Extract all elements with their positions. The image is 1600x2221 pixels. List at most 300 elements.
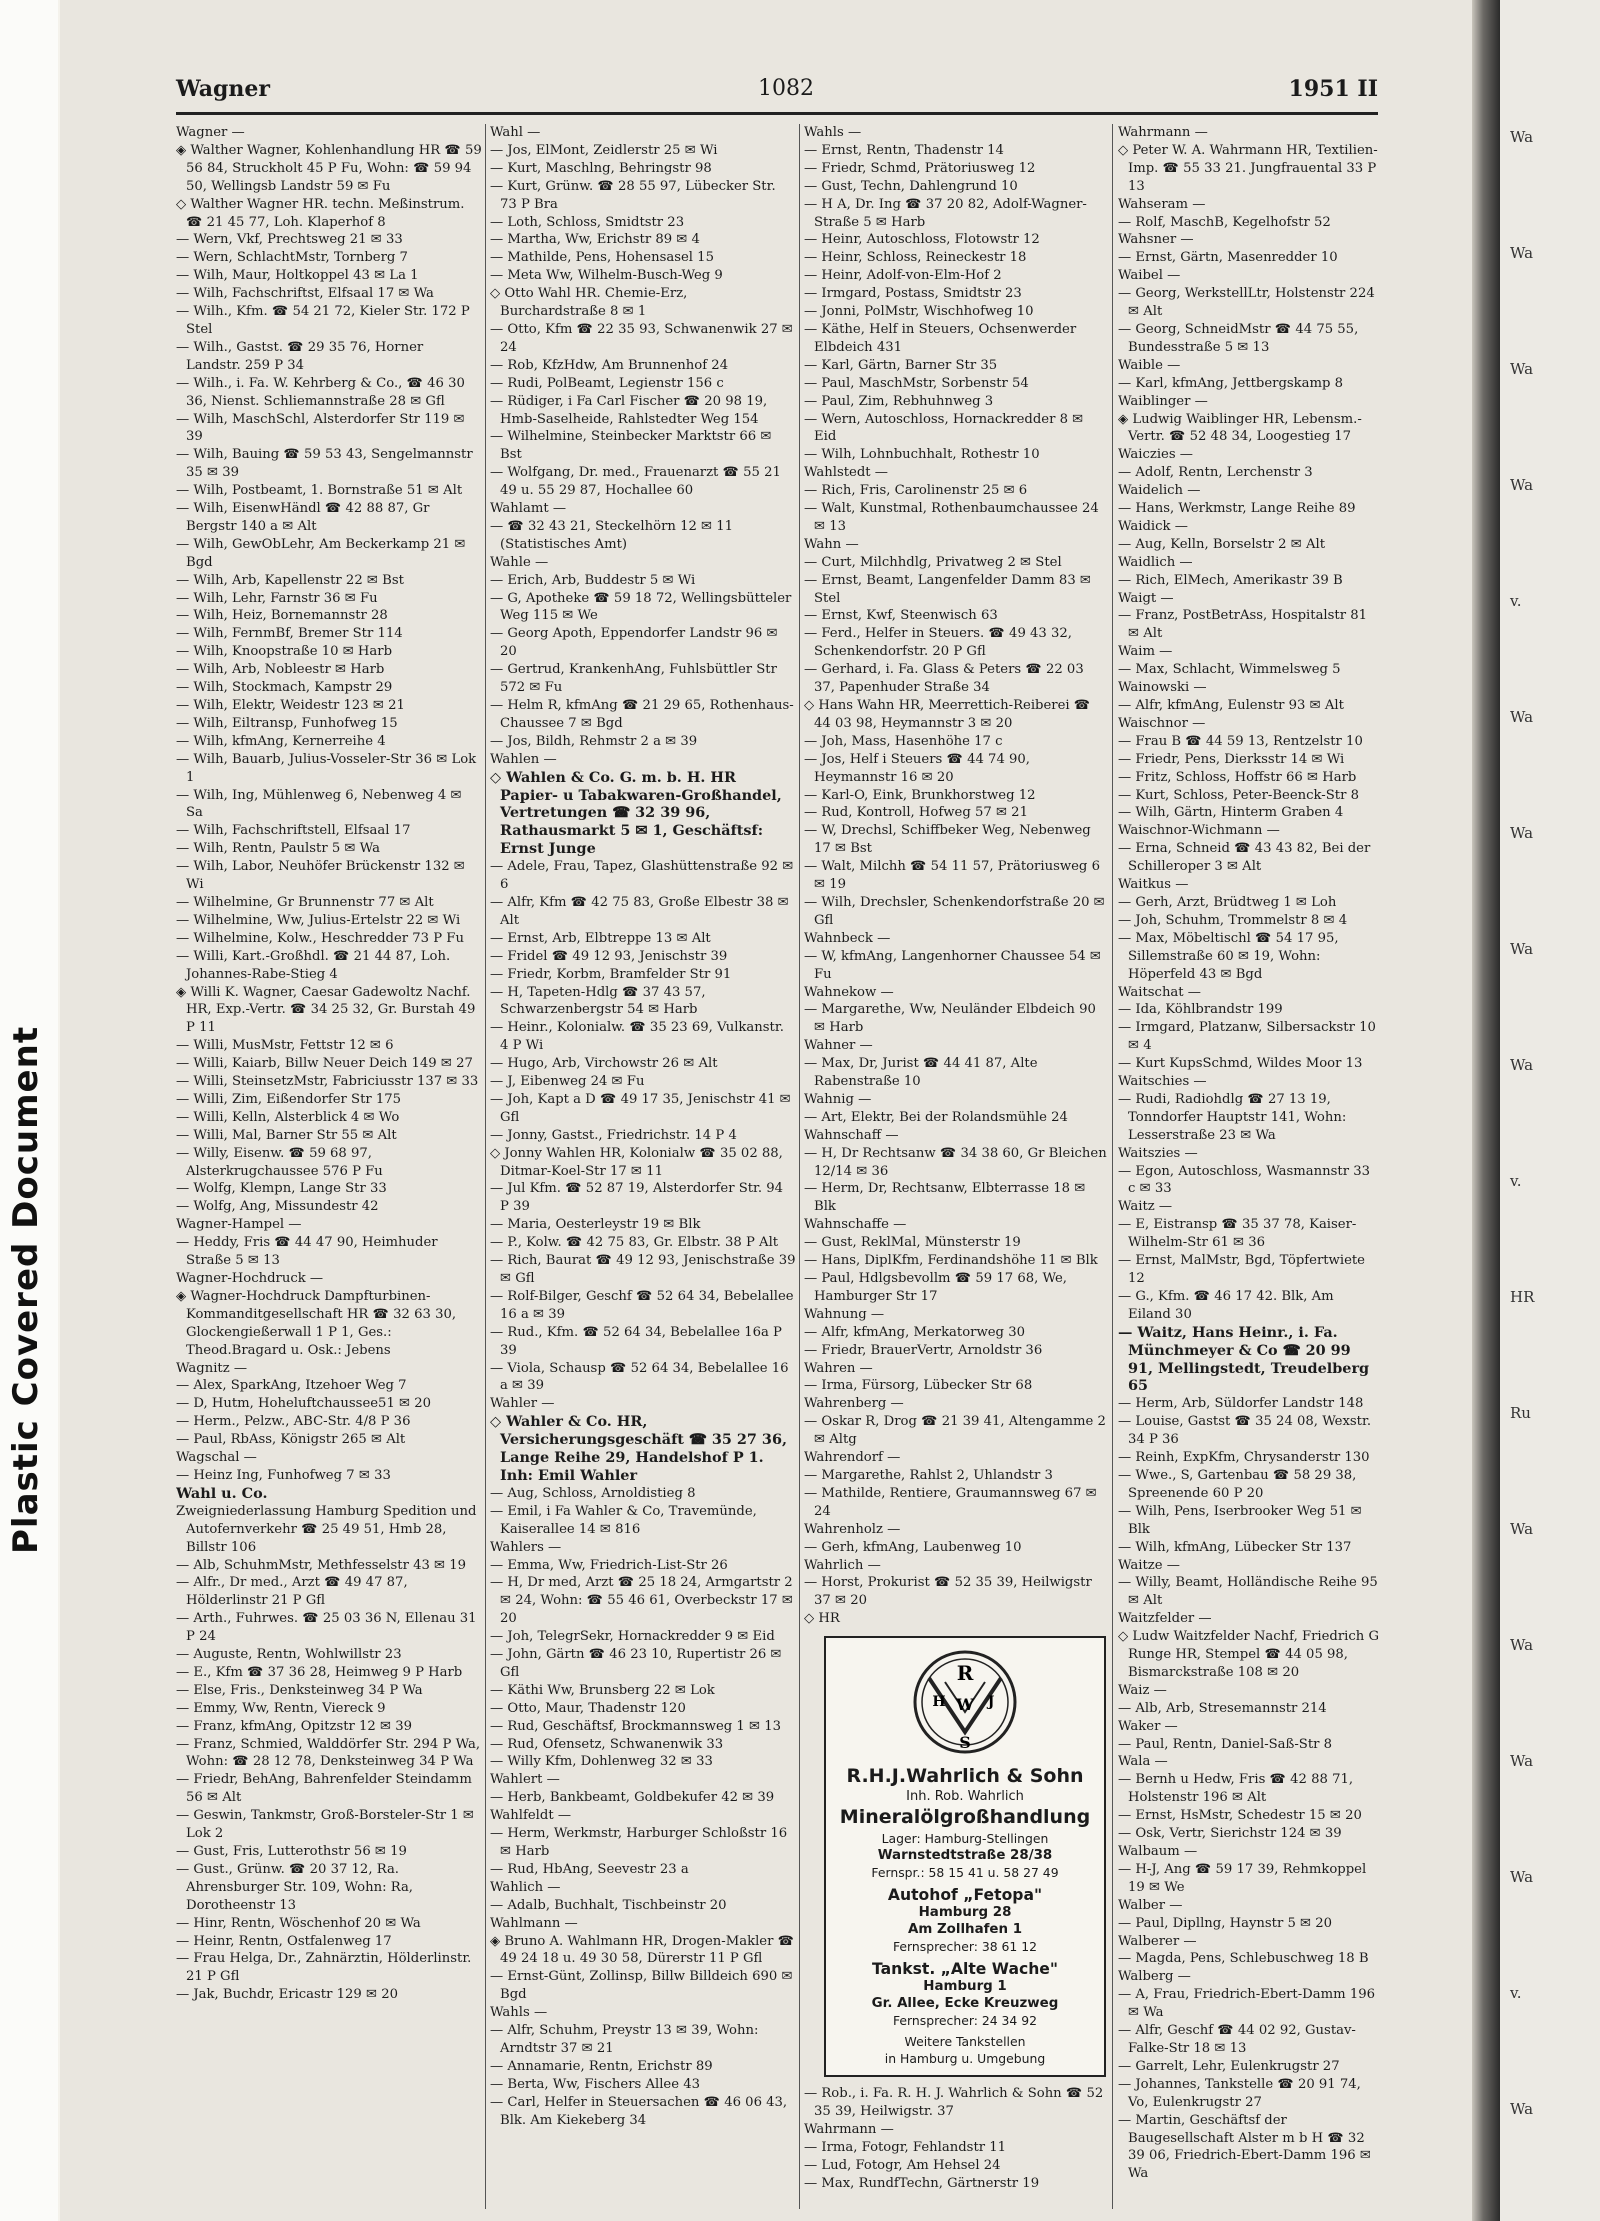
- surname-heading: Wahnbeck —: [804, 930, 891, 946]
- directory-entry: — Hans, Werkmstr, Lange Reihe 89: [1118, 501, 1356, 517]
- directory-entry: — Curt, Milchhdlg, Privatweg 2 ✉ Stel: [804, 554, 1062, 570]
- directory-entry: — Wilh, GewObLehr, Am Beckerkamp 21 ✉ Bgd: [176, 536, 466, 570]
- directory-entry: — Wolfg, Klempn, Lange Str 33: [176, 1181, 387, 1197]
- directory-entry: — Wilhelmine, Gr Brunnenstr 77 ✉ Alt: [176, 894, 434, 910]
- directory-entry: — Friedr, BrauerVertr, Arnoldstr 36: [804, 1342, 1043, 1358]
- wahrlich-logo: [911, 1648, 1019, 1756]
- directory-entry: — P., Kolw. ☎ 42 75 83, Gr. Elbstr. 38 P Alt: [490, 1235, 779, 1251]
- ad-tankstelle-city: Hamburg 1: [923, 1979, 1007, 1995]
- surname-heading: Wahrenholz —: [804, 1521, 901, 1537]
- directory-entry: — Ferd., Helfer in Steuers. ☎ 49 43 32, Schenkendorfstr. 20 P Gfl: [804, 626, 1072, 660]
- ad-street: Warnstedtstraße 28/38: [877, 1848, 1053, 1864]
- directory-entry: — Max, Dr, Jurist ☎ 44 41 87, Alte Rabenstraße 10: [804, 1056, 1038, 1090]
- directory-entry: — Wilh, Bauing ☎ 59 53 43, Sengelmannstr 35 ✉ 39: [176, 447, 473, 481]
- surname-heading: Waitszies —: [1118, 1145, 1198, 1161]
- next-page-fragment: Wa: [1510, 244, 1534, 262]
- ad-more-stations: Weitere Tankstellen: [904, 2034, 1026, 2050]
- surname-heading: Waiblinger —: [1118, 393, 1208, 409]
- directory-entry: — Jonny, Gastst., Friedrichstr. 14 P 4: [490, 1127, 737, 1143]
- surname-heading: Waidelich —: [1118, 483, 1201, 499]
- surname-heading: Wala —: [1118, 1754, 1168, 1770]
- directory-entry: — Reinh, ExpKfm, Chrysanderstr 130: [1118, 1450, 1370, 1466]
- directory-entry: — Karl, kfmAng, Jettbergskamp 8: [1118, 375, 1344, 391]
- directory-entry: — Wilh, Eiltransp, Funhofweg 15: [176, 715, 398, 731]
- directory-entry: — Jul Kfm. ☎ 52 87 19, Alsterdorfer Str. 94 P 39: [490, 1181, 784, 1215]
- surname-heading: Wahrlich —: [804, 1557, 881, 1573]
- directory-entry: — Joh, TelegrSekr, Hornackredder 9 ✉ Eid: [490, 1629, 775, 1645]
- directory-entry: — Max, Schlacht, Wimmelsweg 5: [1118, 662, 1341, 678]
- directory-entry: ◈ Bruno A. Wahlmann HR, Drogen-Makler ☎ 49 24 18 u. 49 30 58, Dürerstr 11 P Gfl: [490, 1933, 795, 1967]
- directory-entry: — Rich, Fris, Carolinenstr 25 ✉ 6: [804, 483, 1028, 499]
- directory-entry: ◈ Wagner-Hochdruck Dampfturbinen-Kommanditgesellschaft HR ☎ 32 63 30, Glockengießerwall 1 P 1, Ges.: Theod.Bragard u. Osk.: Jebens: [176, 1288, 457, 1358]
- surname-heading: Waitze —: [1118, 1557, 1180, 1573]
- directory-entry: — Jos, Bildh, Rehmstr 2 a ✉ 39: [490, 733, 698, 749]
- header-surname: Wagner: [176, 76, 271, 102]
- directory-entry: — Jak, Buchdr, Ericastr 129 ✉ 20: [176, 1987, 398, 2003]
- directory-entry: — Gertrud, KrankenhAng, Fuhlsbüttler Str 572 ✉ Fu: [490, 662, 777, 696]
- surname-heading: Wahlers —: [490, 1539, 562, 1555]
- surname-heading: Waidick —: [1118, 518, 1188, 534]
- next-page-fragment: v.: [1510, 592, 1522, 610]
- directory-entry: — Wilh, FernmBf, Bremer Str 114: [176, 626, 403, 642]
- directory-entry: — Heinr, Schloss, Reineckestr 18: [804, 250, 1027, 266]
- directory-entry: ◈ Willi K. Wagner, Caesar Gadewoltz Nachf. HR, Exp.-Vertr. ☎ 34 25 32, Gr. Burstah 49 P 11: [176, 984, 476, 1036]
- directory-entry: — Gerh, kfmAng, Laubenweg 10: [804, 1539, 1022, 1555]
- ad-trade: Mineralölgroßhandlung: [839, 1806, 1091, 1829]
- directory-entry: — Magda, Pens, Schlebuschweg 18 B: [1118, 1951, 1369, 1967]
- directory-entry: — Ida, Köhlbrandstr 199: [1118, 1002, 1283, 1018]
- surname-heading: Waiz —: [1118, 1682, 1167, 1698]
- directory-entry: — Wilhelmine, Kolw., Heschredder 73 P Fu: [176, 930, 464, 946]
- surname-heading: Waischnor —: [1118, 715, 1206, 731]
- column-divider: [799, 124, 800, 2209]
- directory-entry: — Willi, MusMstr, Fettstr 12 ✉ 6: [176, 1038, 394, 1054]
- directory-entry: — Heinz Ing, Funhofweg 7 ✉ 33: [176, 1467, 391, 1483]
- ad-firm-name: R.H.J.Wahrlich & Sohn: [846, 1765, 1084, 1788]
- directory-entry: — G, Apotheke ☎ 59 18 72, Wellingsbütteler Weg 115 ✉ We: [490, 590, 792, 624]
- directory-entry: — Wilh, Gärtn, Hinterm Graben 4: [1118, 805, 1344, 821]
- directory-entry: — Emil, i Fa Wahler & Co, Travemünde, Kaiserallee 14 ✉ 816: [490, 1503, 757, 1537]
- directory-entry: — Alfr, kfmAng, Merkatorweg 30: [804, 1324, 1025, 1340]
- directory-entry: — H, Dr Rechtsanw ☎ 34 38 60, Gr Bleichen 12/14 ✉ 36: [804, 1145, 1107, 1179]
- next-page-fragment: Ru: [1510, 1404, 1531, 1422]
- directory-entry: — Willi, Zim, Eißendorfer Str 175: [176, 1091, 402, 1107]
- next-page-fragment: Wa: [1510, 1636, 1534, 1654]
- next-page-fragment: Wa: [1510, 940, 1534, 958]
- directory-entry: — Emmy, Ww, Rentn, Viereck 9: [176, 1700, 386, 1716]
- surname-heading: Walberg —: [1118, 1969, 1191, 1985]
- next-page-fragment: Wa: [1510, 128, 1534, 146]
- next-page-fragment: Wa: [1510, 824, 1534, 842]
- surname-heading: Wagner-Hochdruck —: [176, 1271, 324, 1286]
- directory-entry: — Rob, KfzHdw, Am Brunnenhof 24: [490, 357, 729, 373]
- surname-heading: Walber —: [1118, 1897, 1183, 1913]
- directory-entry: — Otto, Kfm ☎ 22 35 93, Schwanenwik 27 ✉ 24: [490, 321, 793, 355]
- directory-entry: — Karl, Gärtn, Barner Str 35: [804, 357, 998, 373]
- directory-entry: — Alex, SparkAng, Itzehoer Weg 7: [176, 1378, 407, 1394]
- surname-heading: Waidlich —: [1118, 554, 1193, 570]
- directory-entry: — Louise, Gastst ☎ 35 24 08, Wexstr. 34 P 36: [1118, 1414, 1372, 1448]
- directory-entry: — Herm, Werkmstr, Harburger Schloßstr 16 ✉ Harb: [490, 1826, 788, 1859]
- directory-entry: — Willi, SteinsetzMstr, Fabriciusstr 137 ✉ 33: [176, 1074, 479, 1090]
- directory-entry: — Garrelt, Lehr, Eulenkrugstr 27: [1118, 2058, 1340, 2074]
- directory-entry: — Alfr, Schuhm, Preystr 13 ✉ 39, Wohn: Arndtstr 37 ✉ 21: [490, 2023, 759, 2056]
- directory-entry: — D, Hutm, Hoheluftchaussee51 ✉ 20: [176, 1396, 432, 1412]
- directory-entry: — Aug, Schloss, Arnoldistieg 8: [490, 1485, 696, 1501]
- ad-autohof-city: Hamburg 28: [918, 1905, 1012, 1921]
- directory-entry: — Friedr, Schmd, Prätoriusweg 12: [804, 160, 1036, 176]
- surname-heading: Wahlich —: [490, 1879, 561, 1895]
- directory-entry: — Arth., Fuhrwes. ☎ 25 03 36 N, Ellenau 31 P 24: [176, 1611, 477, 1645]
- header-rule: [176, 112, 1378, 115]
- directory-entry: — Käthe, Helf in Steuers, Ochsenwerder Elbdeich 431: [804, 321, 1077, 355]
- directory-entry: ◇ HR: [804, 1611, 840, 1627]
- directory-entry: — Friedr, Pens, Dierksstr 14 ✉ Wi: [1118, 751, 1345, 767]
- directory-entry: — Willi, Kelln, Alsterblick 4 ✉ Wo: [176, 1109, 400, 1125]
- surname-heading: Wagner-Hampel —: [176, 1217, 302, 1233]
- surname-heading: Wahls —: [490, 2005, 548, 2021]
- surname-heading: Wahle —: [490, 554, 549, 570]
- directory-entry: — Wilh, Rentn, Paulstr 5 ✉ Wa: [176, 841, 380, 857]
- surname-heading: Wahnschaffe —: [804, 1217, 907, 1233]
- directory-entry: — Ernst, Arb, Elbtreppe 13 ✉ Alt: [490, 930, 711, 946]
- directory-entry: — Annamarie, Rentn, Erichstr 89: [490, 2058, 713, 2074]
- directory-entry: — Rud., Kfm. ☎ 52 64 34, Bebelallee 16a P 39: [490, 1324, 782, 1358]
- monogram-letter: S: [959, 1733, 971, 1753]
- directory-entry: — Ernst, MalMstr, Bgd, Töpfertwiete 12: [1118, 1253, 1365, 1286]
- directory-entry: — Irma, Fotogr, Fehlandstr 11: [804, 2139, 1007, 2155]
- directory-entry: — Heinr, Adolf-von-Elm-Hof 2: [804, 268, 1002, 284]
- monogram-letter: R: [956, 1661, 974, 1686]
- directory-entry: — Kurt, Grünw. ☎ 28 55 97, Lübecker Str. 73 P Bra: [490, 178, 776, 212]
- surname-heading: Wahrenberg —: [804, 1396, 904, 1412]
- directory-entry: — Rudi, PolBeamt, Legienstr 156 c: [490, 375, 724, 391]
- directory-entry: — Franz, kfmAng, Opitzstr 12 ✉ 39: [176, 1718, 413, 1734]
- directory-entry: — E, Eistransp ☎ 35 37 78, Kaiser-Wilhelm-Str 61 ✉ 36: [1118, 1217, 1357, 1251]
- directory-entry: — Georg Apoth, Eppendorfer Landstr 96 ✉ 20: [490, 626, 778, 660]
- next-page-fragment: Wa: [1510, 1868, 1534, 1886]
- surname-heading: Walbaum —: [1118, 1844, 1198, 1859]
- directory-entry: — Rudi, Radiohdlg ☎ 27 13 19, Tonndorfer Hauptstr 141, Wohn: Lesserstraße 23 ✉ Wa: [1118, 1091, 1347, 1143]
- ad-owner: Inh. Rob. Wahrlich: [906, 1789, 1024, 1805]
- directory-entry: — Rüdiger, i Fa Carl Fischer ☎ 20 98 19, Hmb-Saselheide, Rahlstedter Weg 154: [490, 393, 768, 427]
- directory-entry: ◈ Ludwig Waiblinger HR, Lebensm.-Vertr. ☎ 52 48 34, Loogestieg 17: [1118, 411, 1362, 445]
- directory-entry: — Adalb, Buchhalt, Tischbeinstr 20: [490, 1897, 727, 1913]
- directory-entry: — Heinr, Autoschloss, Flotowstr 12: [804, 232, 1040, 248]
- directory-entry: — Wilh, MaschSchl, Alsterdorfer Str 119 ✉ 39: [176, 411, 465, 445]
- directory-column-4: [1118, 124, 1380, 2209]
- next-page-fragment: Wa: [1510, 476, 1534, 494]
- directory-entry: — Irma, Fürsorg, Lübecker Str 68: [804, 1378, 1033, 1394]
- directory-entry: — Jos, ElMont, Zeidlerstr 25 ✉ Wi: [490, 142, 718, 158]
- column-divider: [485, 124, 486, 2209]
- ad-autohof-street: Am Zollhafen 1: [907, 1922, 1023, 1938]
- directory-entry: — Karl-O, Eink, Brunkhorstweg 12: [804, 787, 1036, 803]
- directory-entry: — Kurt, Maschlng, Behringstr 98: [490, 160, 712, 176]
- directory-entry: — H, Dr med, Arzt ☎ 25 18 24, Armgartstr 2 ✉ 24, Wohn: ☎ 55 46 61, Overbeckstr 17 ✉ 20: [490, 1575, 793, 1627]
- directory-entry: — Heinr., Kolonialw. ☎ 35 23 69, Vulkanstr. 4 P Wi: [490, 1020, 784, 1054]
- directory-entry: — Wilh, Knoopstraße 10 ✉ Harb: [176, 644, 393, 660]
- directory-entry: — Bernh u Hedw, Fris ☎ 42 88 71, Holstenstr 196 ✉ Alt: [1118, 1772, 1354, 1806]
- surname-heading: Wahrendorf —: [804, 1450, 901, 1466]
- directory-entry: — Jonni, PolMstr, Wischhofweg 10: [804, 304, 1034, 320]
- directory-entry: — Berta, Ww, Fischers Allee 43: [490, 2076, 701, 2092]
- directory-entry: — Adolf, Rentn, Lerchenstr 3: [1118, 465, 1313, 481]
- directory-entry: — Ernst, Rentn, Thadenstr 14: [804, 142, 1004, 158]
- header-edition: 1951 II: [1288, 76, 1378, 102]
- directory-entry: — Wern, Autoschloss, Hornackredder 8 ✉ Eid: [804, 411, 1084, 445]
- ad-tankstelle-phone: Fernsprecher: 24 34 92: [892, 2013, 1038, 2029]
- monogram-letter: J: [987, 1694, 995, 1711]
- surname-heading: Wahlfeldt —: [490, 1808, 572, 1824]
- directory-entry: — W, kfmAng, Langenhorner Chaussee 54 ✉ Fu: [804, 948, 1101, 982]
- surname-heading: Waitschat —: [1118, 984, 1201, 1000]
- monogram-letter: W: [956, 1695, 974, 1715]
- surname-heading: Wahnschaff —: [804, 1127, 899, 1143]
- directory-entry: — Jos, Helf i Steuers ☎ 44 74 90, Heymannstr 16 ✉ 20: [804, 751, 1030, 785]
- directory-entry: — Alfr, kfmAng, Eulenstr 93 ✉ Alt: [1118, 698, 1344, 713]
- directory-entry: — Ernst, Beamt, Langenfelder Damm 83 ✉ Stel: [804, 572, 1091, 606]
- directory-entry: — Wern, Vkf, Prechtsweg 21 ✉ 33: [176, 232, 403, 248]
- directory-entry: — Wilh, Fachschriftst, Elfsaal 17 ✉ Wa: [176, 286, 434, 302]
- directory-entry: — Otto, Maur, Thadenstr 120: [490, 1700, 686, 1716]
- directory-entry: — Friedr, Korbm, Bramfelder Str 91: [490, 966, 732, 982]
- directory-entry: — Waitz, Hans Heinr., i. Fa. Münchmeyer & Co ☎ 20 99 91, Mellingstedt, Treudelberg 65: [1118, 1323, 1370, 1395]
- plastic-cover-label: Plastic Covered Document: [6, 1025, 46, 1555]
- ad-more-stations-area: in Hamburg u. Umgebung: [884, 2051, 1046, 2067]
- surname-heading: Wahn —: [804, 536, 859, 552]
- directory-entry: — Wilh, Maur, Holtkoppel 43 ✉ La 1: [176, 268, 419, 284]
- ad-autohof: Autohof „Fetopa": [887, 1886, 1043, 1905]
- directory-entry: — Wilh, kfmAng, Lübecker Str 137: [1118, 1539, 1352, 1555]
- directory-entry: — Willi, Kart.-Großhdl. ☎ 21 44 87, Loh. Johannes-Rabe-Stieg 4: [176, 948, 451, 982]
- surname-heading: Wahls —: [804, 125, 862, 140]
- directory-entry: — Wilh, Bauarb, Julius-Vosseler-Str 36 ✉ Lok 1: [176, 751, 477, 785]
- directory-entry: — Ernst-Günt, Zollinsp, Billw Billdeich 690 ✉ Bgd: [490, 1969, 793, 2003]
- directory-entry: — G., Kfm. ☎ 46 17 42. Blk, Am Eiland 30: [1118, 1288, 1334, 1322]
- next-page-fragment: Wa: [1510, 708, 1534, 726]
- directory-entry: — Kurt KupsSchmd, Wildes Moor 13: [1118, 1056, 1363, 1072]
- directory-entry: — Hugo, Arb, Virchowstr 26 ✉ Alt: [490, 1056, 718, 1072]
- directory-entry: — Herb, Bankbeamt, Goldbekufer 42 ✉ 39: [490, 1790, 775, 1806]
- directory-entry: — Irmgard, Postass, Smidtstr 23: [804, 286, 1022, 302]
- directory-entry: — Viola, Schausp ☎ 52 64 34, Bebelallee 16 a ✉ 39: [490, 1360, 789, 1394]
- directory-entry: — Heinr, Rentn, Ostfalenweg 17: [176, 1933, 392, 1949]
- directory-entry: — John, Gärtn ☎ 46 23 10, Rupertistr 26 ✉ Gfl: [490, 1647, 782, 1680]
- directory-entry: — Margarethe, Ww, Neuländer Elbdeich 90 ✉ Harb: [804, 1002, 1096, 1036]
- directory-entry: — Alfr, Geschf ☎ 44 02 92, Gustav-Falke-Str 18 ✉ 13: [1118, 2023, 1356, 2056]
- directory-entry: — Wern, SchlachtMstr, Tornberg 7: [176, 250, 408, 266]
- directory-entry: — Franz, Schmied, Walddörfer Str. 294 P Wa, Wohn: ☎ 28 12 78, Denksteinweg 34 P Wa: [176, 1736, 481, 1770]
- surname-heading: Waible —: [1118, 357, 1181, 373]
- directory-entry: — Franz, PostBetrAss, Hospitalstr 81 ✉ Alt: [1118, 608, 1367, 642]
- next-page-fragment: Wa: [1510, 2100, 1534, 2118]
- directory-entry: — Heddy, Fris ☎ 44 47 90, Heimhuder Straße 5 ✉ 13: [176, 1235, 438, 1269]
- directory-entry: — Friedr, BehAng, Bahrenfelder Steindamm 56 ✉ Alt: [176, 1772, 472, 1806]
- directory-entry: — Ernst, HsMstr, Schedestr 15 ✉ 20: [1118, 1808, 1362, 1824]
- directory-entry: — Maria, Oesterleystr 19 ✉ Blk: [490, 1217, 701, 1233]
- directory-entry: ◇ Jonny Wahlen HR, Kolonialw ☎ 35 02 88, Ditmar-Koel-Str 17 ✉ 11: [490, 1145, 783, 1179]
- surname-heading: Wahner —: [804, 1038, 873, 1054]
- directory-entry: — Rud, Geschäftsf, Brockmannsweg 1 ✉ 13: [490, 1718, 781, 1734]
- surname-heading: Wahler —: [490, 1396, 555, 1412]
- surname-heading: Wahseram —: [1118, 196, 1206, 212]
- monogram-letter: H: [932, 1694, 946, 1711]
- directory-entry: — Adele, Frau, Tapez, Glashüttenstraße 92 ✉ 6: [490, 859, 794, 893]
- directory-entry: — Willy Kfm, Dohlenweg 32 ✉ 33: [490, 1754, 713, 1770]
- directory-entry: — Gust, ReklMal, Münsterstr 19: [804, 1235, 1021, 1251]
- directory-entry: — Alb, Arb, Stresemannstr 214: [1118, 1700, 1327, 1716]
- surname-heading: Waigt —: [1118, 590, 1174, 606]
- directory-entry: — Oskar R, Drog ☎ 21 39 41, Altengamme 2 ✉ Altg: [804, 1414, 1106, 1448]
- directory-column-3: [804, 124, 1108, 2209]
- directory-entry: — Ernst, Gärtn, Masenredder 10: [1118, 250, 1338, 266]
- directory-entry: — Max, RundfTechn, Gärtnerstr 19: [804, 2175, 1040, 2191]
- directory-entry: — Rud, Ofensetz, Schwanenwik 33: [490, 1736, 724, 1752]
- directory-entry: — Paul, MaschMstr, Sorbenstr 54: [804, 375, 1029, 391]
- directory-entry: — Georg, WerkstellLtr, Holstenstr 224 ✉ Alt: [1118, 286, 1375, 320]
- surname-heading: Waitzfelder —: [1118, 1611, 1212, 1627]
- ad-phone: Fernspr.: 58 15 41 u. 58 27 49: [871, 1865, 1059, 1881]
- directory-entry: — Erna, Schneid ☎ 43 43 82, Bei der Schilleroper 3 ✉ Alt: [1118, 841, 1371, 875]
- ad-autohof-phone: Fernsprecher: 38 61 12: [892, 1939, 1038, 1955]
- directory-entry: — Lud, Fotogr, Am Hehsel 24: [804, 2157, 1001, 2173]
- surname-heading: Wagschal —: [176, 1450, 257, 1466]
- directory-entry: — Wilh, Lohnbuchhalt, Rothestr 10: [804, 447, 1040, 463]
- directory-entry: — Max, Möbeltischl ☎ 54 17 95, Sillemstraße 60 ✉ 19, Wohn: Höperfeld 43 ✉ Bgd: [1118, 930, 1339, 982]
- surname-heading: Wahrmann —: [804, 2121, 894, 2137]
- ad-lager: Lager: Hamburg-Stellingen: [881, 1831, 1049, 1847]
- directory-entry: ◇ Walther Wagner HR. techn. Meßinstrum. ☎ 21 45 77, Loh. Klaperhof 8: [176, 196, 465, 230]
- directory-entry: — H A, Dr. Ing ☎ 37 20 82, Adolf-Wagner-Straße 5 ✉ Harb: [804, 196, 1087, 230]
- directory-entry: — Gerh, Arzt, Brüdtweg 1 ✉ Loh: [1118, 894, 1337, 910]
- directory-entry: — Aug, Kelln, Borselstr 2 ✉ Alt: [1118, 536, 1325, 552]
- surname-heading: Wahlamt —: [490, 501, 567, 517]
- directory-entry: ◈ Walther Wagner, Kohlenhandlung HR ☎ 59 56 84, Struckholt 45 P Fu, Wohn: ☎ 59 94 50, Wellingsb Landstr 59 ✉ Fu: [176, 142, 482, 194]
- directory-entry: ◇ Wahlen & Co. G. m. b. H. HR Papier- u Tabakwaren-Großhandel, Vertretungen ☎ 32 39 96, Rathausmarkt 5 ✉ 1, Geschäftsf: Ernst Junge: [490, 768, 782, 858]
- directory-entry: — Gerhard, i. Fa. Glass & Peters ☎ 22 03 37, Papenhuder Straße 34: [804, 662, 1084, 696]
- directory-entry: — Hinr, Rentn, Wöschenhof 20 ✉ Wa: [176, 1915, 421, 1931]
- directory-entry: — Rud, Kontroll, Hofweg 57 ✉ 21: [804, 805, 1028, 821]
- directory-entry: — Wilh, Heiz, Bornemannstr 28: [176, 608, 388, 624]
- surname-heading: Waiczies —: [1118, 447, 1193, 463]
- directory-entry: — Wilh, Arb, Nobleestr ✉ Harb: [176, 662, 385, 678]
- directory-entry: — Paul, Zim, Rebhuhnweg 3: [804, 393, 994, 409]
- surname-heading: Wagner —: [176, 125, 245, 140]
- directory-entry: — Herm., Pelzw., ABC-Str. 4/8 P 36: [176, 1414, 411, 1430]
- directory-entry: — Herm, Dr, Rechtsanw, Elbterrasse 18 ✉ Blk: [804, 1181, 1086, 1215]
- directory-entry: — Horst, Prokurist ☎ 52 35 39, Heilwigstr 37 ✉ 20: [804, 1575, 1092, 1609]
- directory-entry: — Rud, HbAng, Seevestr 23 a: [490, 1861, 689, 1877]
- directory-entry: — Wilhelmine, Steinbecker Marktstr 66 ✉ Bst: [490, 429, 772, 463]
- directory-entry: ◇ Peter W. A. Wahrmann HR, Textilien-Imp. ☎ 55 33 21. Jungfrauental 33 P 13: [1118, 142, 1378, 194]
- surname-heading: Wahnig —: [804, 1091, 872, 1107]
- page-number: 1082: [758, 76, 814, 101]
- directory-entry: — Else, Fris., Denksteinweg 34 P Wa: [176, 1682, 423, 1698]
- surname-heading: Wainowski —: [1118, 680, 1207, 696]
- surname-heading: Waim —: [1118, 644, 1173, 660]
- directory-entry: — Wilh, Elektr, Weidestr 123 ✉ 21: [176, 698, 405, 713]
- surname-heading: Waischnor-Wichmann —: [1118, 823, 1280, 839]
- directory-entry: — Fridel ☎ 49 12 93, Jenischstr 39: [490, 948, 728, 964]
- directory-entry: — Wilh, Lehr, Farnstr 36 ✉ Fu: [176, 590, 378, 606]
- directory-entry: — Willi, Mal, Barner Str 55 ✉ Alt: [176, 1127, 397, 1143]
- surname-heading: Wahsner —: [1118, 232, 1194, 248]
- directory-entry: — Walt, Milchh ☎ 54 11 57, Prätoriusweg 6 ✉ 19: [804, 859, 1100, 893]
- directory-entry: — Loth, Schloss, Smidtstr 23: [490, 214, 685, 230]
- directory-entry: ◇ Hans Wahn HR, Meerrettich-Reiberei ☎ 44 03 98, Heymannstr 3 ✉ 20: [804, 698, 1091, 731]
- directory-entry: — Alfr., Dr med., Arzt ☎ 49 47 87, Hölderlinstr 21 P Gfl: [176, 1575, 408, 1609]
- column-divider: [1112, 124, 1113, 2209]
- directory-entry: — J, Eibenweg 24 ✉ Fu: [490, 1074, 645, 1090]
- next-page-edge: [1500, 0, 1600, 2221]
- directory-entry: — Willy, Beamt, Holländische Reihe 95 ✉ Alt: [1118, 1575, 1378, 1609]
- directory-entry: — Wolfgang, Dr. med., Frauenarzt ☎ 55 21 49 u. 55 29 87, Hochallee 60: [490, 465, 781, 499]
- directory-entry: — Frau Helga, Dr., Zahnärztin, Hölderlinstr. 21 P Gfl: [176, 1951, 472, 1985]
- directory-entry: — Frau B ☎ 44 59 13, Rentzelstr 10: [1118, 733, 1363, 749]
- surname-heading: Wahlert —: [490, 1772, 560, 1788]
- directory-entry: — Wwe., S, Gartenbau ☎ 58 29 38, Spreenende 60 P 20: [1118, 1467, 1357, 1501]
- directory-entry: — Wilh, Postbeamt, 1. Bornstraße 51 ✉ Alt: [176, 483, 463, 499]
- directory-entry: — Rolf, MaschB, Kegelhofstr 52: [1118, 214, 1331, 230]
- surname-heading: Waitz —: [1118, 1199, 1173, 1215]
- directory-entry: Wahl u. Co.: [176, 1484, 268, 1502]
- directory-entry: — Joh, Mass, Hasenhöhe 17 c: [804, 733, 1003, 749]
- directory-entry: — Wilh., Kfm. ☎ 54 21 72, Kieler Str. 172 P Stel: [176, 304, 470, 337]
- directory-entry: — Wilh, Fachschriftstell, Elfsaal 17: [176, 823, 411, 839]
- surname-heading: Wahlen —: [490, 751, 557, 767]
- directory-entry: — Auguste, Rentn, Wohlwillstr 23: [176, 1647, 402, 1663]
- directory-entry: ◇ Wahler & Co. HR, Versicherungsgeschäft ☎ 35 27 36, Lange Reihe 29, Handelshof P 1. Inh: Emil Wahler: [490, 1413, 787, 1484]
- ad-tankstelle: Tankst. „Alte Wache": [871, 1960, 1059, 1979]
- directory-entry: — Paul, RbAss, Königstr 265 ✉ Alt: [176, 1432, 406, 1448]
- directory-entry: — Carl, Helfer in Steuersachen ☎ 46 06 43, Blk. Am Kiekeberg 34: [490, 2094, 788, 2128]
- directory-entry: — W, Drechsl, Schiffbeker Weg, Nebenweg 17 ✉ Bst: [804, 823, 1091, 857]
- ad-tankstelle-street: Gr. Allee, Ecke Kreuzweg: [871, 1996, 1059, 2012]
- directory-entry: — Joh, Kapt a D ☎ 49 17 35, Jenischstr 41 ✉ Gfl: [490, 1091, 791, 1125]
- monogram-emblem-icon: [911, 1648, 1019, 1756]
- directory-entry: — Martin, Geschäftsf der Baugesellschaft Alster m b H ☎ 32 39 06, Friedrich-Ebert-Damm 196 ✉ Wa: [1118, 2112, 1371, 2182]
- surname-heading: Wahl —: [490, 125, 541, 140]
- directory-column-1: [176, 124, 482, 2209]
- surname-heading: Waibel —: [1118, 268, 1181, 284]
- page-header: [176, 72, 1378, 110]
- directory-entry: — Emma, Ww, Friedrich-List-Str 26: [490, 1557, 728, 1573]
- directory-entry: Zweigniederlassung Hamburg Spedition und Autofernverkehr ☎ 25 49 51, Hmb 28, Billstr 106: [176, 1503, 477, 1555]
- directory-entry: — Mathilde, Pens, Hohensasel 15: [490, 250, 714, 266]
- directory-entry: — Rob., i. Fa. R. H. J. Wahrlich & Sohn ☎ 52 35 39, Heilwigstr. 37: [804, 2086, 1104, 2120]
- directory-entry: — Wilh., i. Fa. W. Kehrberg & Co., ☎ 46 30 36, Nienst. Schliemannstraße 28 ✉ Gfl: [176, 375, 465, 409]
- directory-entry: — Rolf-Bilger, Geschf ☎ 52 64 34, Bebelallee 16 a ✉ 39: [490, 1288, 794, 1322]
- directory-entry: — Mathilde, Rentiere, Graumannsweg 67 ✉ 24: [804, 1485, 1097, 1519]
- next-page-fragment: v.: [1510, 1172, 1522, 1190]
- surname-heading: Wahnung —: [804, 1306, 885, 1322]
- directory-entry: — ☎ 32 43 21, Steckelhörn 12 ✉ 11 (Statistisches Amt): [490, 518, 734, 552]
- directory-entry: — Wilh, Arb, Kapellenstr 22 ✉ Bst: [176, 572, 404, 588]
- directory-entry: — Wilh, Ing, Mühlenweg 6, Nebenweg 4 ✉ Sa: [176, 787, 462, 821]
- directory-entry: — H-J, Ang ☎ 59 17 39, Rehmkoppel 19 ✉ We: [1118, 1861, 1367, 1895]
- next-page-fragment: Wa: [1510, 1520, 1534, 1538]
- directory-entry: — E., Kfm ☎ 37 36 28, Heimweg 9 P Harb: [176, 1664, 463, 1680]
- surname-heading: Wagnitz —: [176, 1360, 248, 1376]
- directory-entry: — Wilh, EisenwHändl ☎ 42 88 87, Gr Bergstr 140 a ✉ Alt: [176, 501, 430, 534]
- directory-entry: — Willi, Kaiarb, Billw Neuer Deich 149 ✉ 27: [176, 1056, 473, 1072]
- next-page-fragment: Wa: [1510, 1056, 1534, 1074]
- directory-entry: — Herm, Arb, Süldorfer Landstr 148: [1118, 1396, 1364, 1412]
- directory-entry: — Wilh., Gastst. ☎ 29 35 76, Horner Landstr. 259 P 34: [176, 339, 424, 373]
- directory-entry: — Rich, ElMech, Amerikastr 39 B: [1118, 572, 1343, 588]
- directory-entry: — Gust., Grünw. ☎ 20 37 12, Ra. Ahrensburger Str. 109, Wohn: Ra, Dorotheenstr 13: [176, 1861, 413, 1913]
